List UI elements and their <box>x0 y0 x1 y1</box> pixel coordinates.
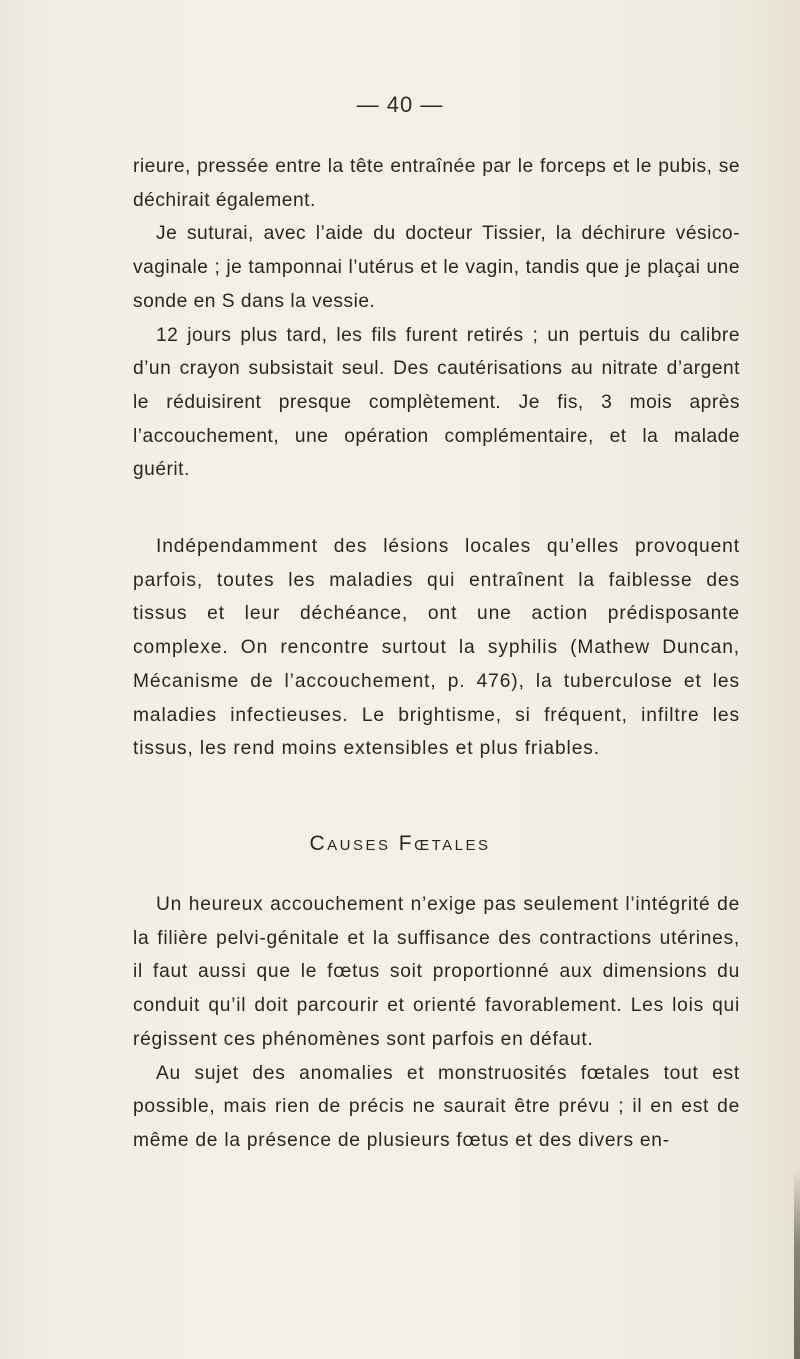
paragraph: Indépendamment des lésions locales qu’elles provoquent parfois, toutes les maladies qui entraînent la faiblesse des tissus et leur déchéance, ont une action prédisposante complexe. On rencontre surtout la syphilis (Mathew Duncan, Mécanisme de l’accouchement, p. 476), la tuberculose et les maladies infectieuses. Le brightisme, si fréquent, infiltre les tissus, les rend moins extensibles et plus friables. <box>133 536 740 760</box>
text-block-fetal-causes <box>133 888 740 1158</box>
page-edge-shadow <box>794 1170 800 1359</box>
paragraph: rieure, pressée entre la tête entraînée par le forceps et le pubis, se déchirait également. <box>133 156 740 211</box>
page-number: — 40 — <box>356 92 444 117</box>
text-block-general-causes <box>133 530 740 766</box>
paragraph: Un heureux accouchement n’exige pas seulement l’intégrité de la filière pelvi-génitale et la suffisance des contractions utérines, il faut aussi que le fœtus soit proportionné aux dimensions du conduit qu’il doit parcourir et orienté favorablement. Les lois qui régissent ces phénomènes sont parfois en défaut. <box>133 894 740 1050</box>
section-heading: Causes Fœtales <box>309 832 491 855</box>
paragraph: 12 jours plus tard, les fils furent retirés ; un pertuis du calibre d’un crayon subsistait seul. Des cautérisations au nitrate d’argent le réduisirent presque complètement. Je fis, 3 mois après l’accouchement, une opération complémentaire, et la malade guérit. <box>133 324 740 481</box>
paragraph: Au sujet des anomalies et monstruosités fœtales tout est possible, mais rien de précis ne saurait être prévu ; il en est de même de la présence de plusieurs fœtus et des divers en- <box>133 1062 740 1151</box>
paragraph: Je suturai, avec l’aide du docteur Tissier, la déchirure vésico-vaginale ; je tamponnai l’utérus et le vagin, tandis que je plaçai une sonde en S dans la vessie. <box>133 223 740 312</box>
text-block-case-report <box>133 150 740 487</box>
